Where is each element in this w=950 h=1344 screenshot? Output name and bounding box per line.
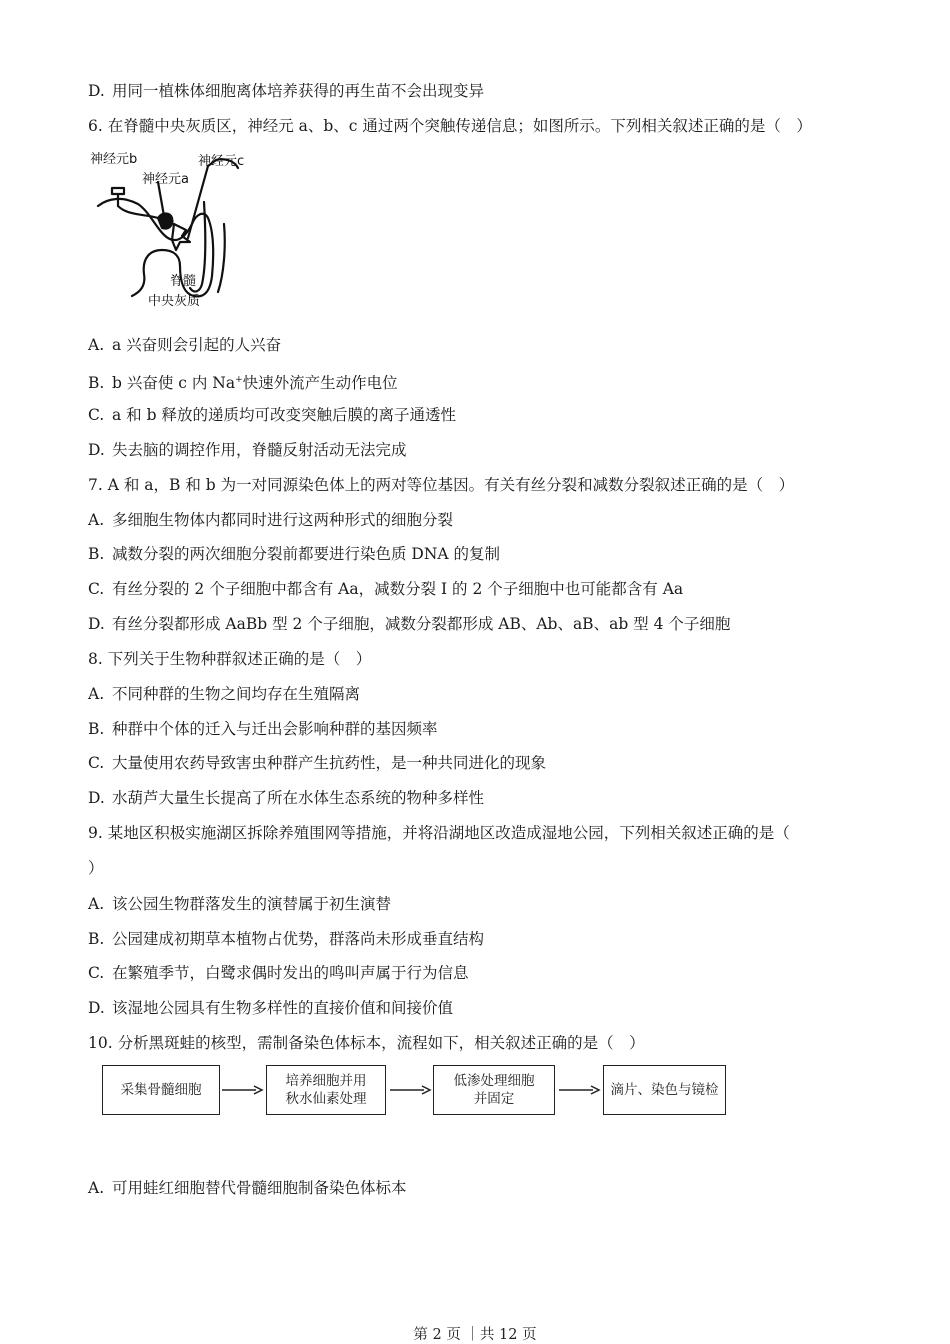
option-text: a 和 b 释放的递质均可改变突触后膜的离子通透性: [112, 406, 456, 424]
flow-step-label: 采集骨髓细胞: [120, 1082, 202, 1098]
option-letter: B.: [88, 720, 105, 738]
flow-step-stain: [603, 1065, 726, 1115]
option-text: 水葫芦大量生长提高了所在水体生态系统的物种多样性: [112, 789, 485, 807]
option-letter: D.: [88, 441, 105, 459]
q8-option-c: [88, 752, 890, 774]
flow-step-label: 滴片、染色与镜检: [610, 1082, 719, 1098]
karyotype-flowchart: [100, 1065, 730, 1121]
option-text: 不同种群的生物之间均存在生殖隔离: [112, 685, 361, 703]
option-text: 大量使用农药导致害虫种群产生抗药性，是一种共同进化的现象: [112, 754, 547, 772]
q8-option-a: [88, 683, 890, 705]
option-text-after: 快速外流产生动作电位: [242, 374, 398, 393]
flow-step-collect: [102, 1065, 220, 1115]
flow-step-label-line1: 培养细胞并用: [285, 1073, 367, 1089]
option-letter: A.: [88, 895, 105, 913]
flow-step-label-line2: 秋水仙素处理: [285, 1091, 367, 1107]
q9-option-d: [88, 997, 890, 1019]
q7-stem: 7. A 和 a，B 和 b 为一对同源染色体上的两对等位基因。有关有丝分裂和减数分裂叙述正确的是（ ）: [88, 476, 795, 494]
q6-stem: 6. 在脊髓中央灰质区，神经元 a、b、c 通过两个突触传递信息；如图所示。下列相关叙述正确的是（ ）: [88, 117, 812, 135]
q9-stem-line2: ）: [88, 859, 104, 877]
option-letter: D.: [88, 999, 105, 1017]
option-letter: A.: [88, 511, 105, 529]
option-letter: C.: [88, 406, 105, 424]
q9-option-b: [88, 928, 890, 950]
option-text-before: b 兴奋使 c 内 Na: [112, 374, 236, 393]
q10-stem: 10. 分析黑斑蛙的核型，需制备染色体标本，流程如下，相关叙述正确的是（ ）: [88, 1034, 645, 1052]
q9-option-a: [88, 893, 890, 915]
label-neuron-a: 神经元a: [142, 172, 189, 187]
option-text: 种群中个体的迁入与迁出会影响种群的基因频率: [112, 720, 438, 738]
superscript-plus: +: [235, 375, 243, 385]
q6-option-a: [88, 334, 890, 356]
q7-option-b: [88, 543, 890, 565]
flow-step-label-line2: 并固定: [473, 1091, 515, 1107]
arrow-right-icon: [557, 1084, 601, 1096]
option-letter: A.: [88, 1179, 105, 1197]
option-letter: B.: [88, 930, 105, 948]
option-text: 减数分裂的两次细胞分裂前都要进行染色质 DNA 的复制: [112, 545, 501, 563]
q6-option-d: [88, 439, 890, 461]
label-neuron-c: 神经元c: [198, 154, 245, 169]
q10-option-a: [88, 1177, 890, 1199]
page-footer: 第 2 页 ｜共 12 页: [413, 1327, 537, 1343]
q6-option-c: [88, 404, 890, 426]
q8-option-d: [88, 787, 890, 809]
option-letter: B.: [88, 545, 105, 563]
flow-step-culture: [266, 1065, 386, 1115]
option-letter: D.: [88, 615, 105, 633]
option-text: 公园建成初期草本植物占优势，群落尚未形成垂直结构: [112, 930, 485, 948]
q7-option-c: [88, 578, 890, 600]
option-letter: A.: [88, 336, 105, 354]
option-letter: C.: [88, 964, 105, 982]
arrow-right-icon: [220, 1084, 264, 1096]
option-letter: D.: [88, 82, 105, 100]
option-text: 有丝分裂的 2 个子细胞中都含有 Aa，减数分裂 Ⅰ 的 2 个子细胞中也可能都含有 Aa: [112, 580, 684, 598]
q8-stem: 8. 下列关于生物种群叙述正确的是（ ）: [88, 650, 372, 668]
q5-option-d: [88, 80, 890, 102]
option-text: 有丝分裂都形成 AaBb 型 2 个子细胞，减数分裂都形成 AB、Ab、aB、ab 型 4 个子细胞: [112, 615, 731, 633]
option-text: 可用蛙红细胞替代骨髓细胞制备染色体标本: [112, 1179, 407, 1197]
q9-stem-line1: 9. 某地区积极实施湖区拆除养殖围网等措施，并将沿湖地区改造成湿地公园，下列相关叙述正确的是（: [88, 824, 790, 842]
q7-option-d: [88, 613, 890, 635]
option-letter: B.: [88, 374, 105, 393]
option-letter: D.: [88, 789, 105, 807]
flow-step-hypotonic: [433, 1065, 555, 1115]
option-text: 失去脑的调控作用，脊髓反射活动无法完成: [112, 441, 407, 459]
label-central-grey-matter: 中央灰质: [148, 294, 201, 309]
q7-option-a: [88, 509, 890, 531]
flow-step-label-line1: 低渗处理细胞: [453, 1073, 535, 1089]
option-letter: C.: [88, 754, 105, 772]
label-spinal-cord: 脊髓: [170, 274, 197, 289]
label-neuron-b: 神经元b: [90, 152, 138, 167]
arrow-right-icon: [388, 1084, 432, 1096]
option-text: a 兴奋则会引起的人兴奋: [112, 336, 282, 354]
q6-option-b: [88, 369, 890, 394]
q9-option-c: [88, 962, 890, 984]
q8-option-b: [88, 718, 890, 740]
option-text: 在繁殖季节，白鹭求偶时发出的鸣叫声属于行为信息: [112, 964, 469, 982]
option-text: 多细胞生物体内都同时进行这两种形式的细胞分裂: [112, 511, 454, 529]
option-letter: C.: [88, 580, 105, 598]
option-text: 该公园生物群落发生的演替属于初生演替: [112, 895, 392, 913]
option-text: 该湿地公园具有生物多样性的直接价值和间接价值: [112, 999, 454, 1017]
neuron-diagram: [88, 146, 263, 316]
option-text: 用同一植株体细胞离体培养获得的再生苗不会出现变异: [112, 82, 485, 100]
option-letter: A.: [88, 685, 105, 703]
